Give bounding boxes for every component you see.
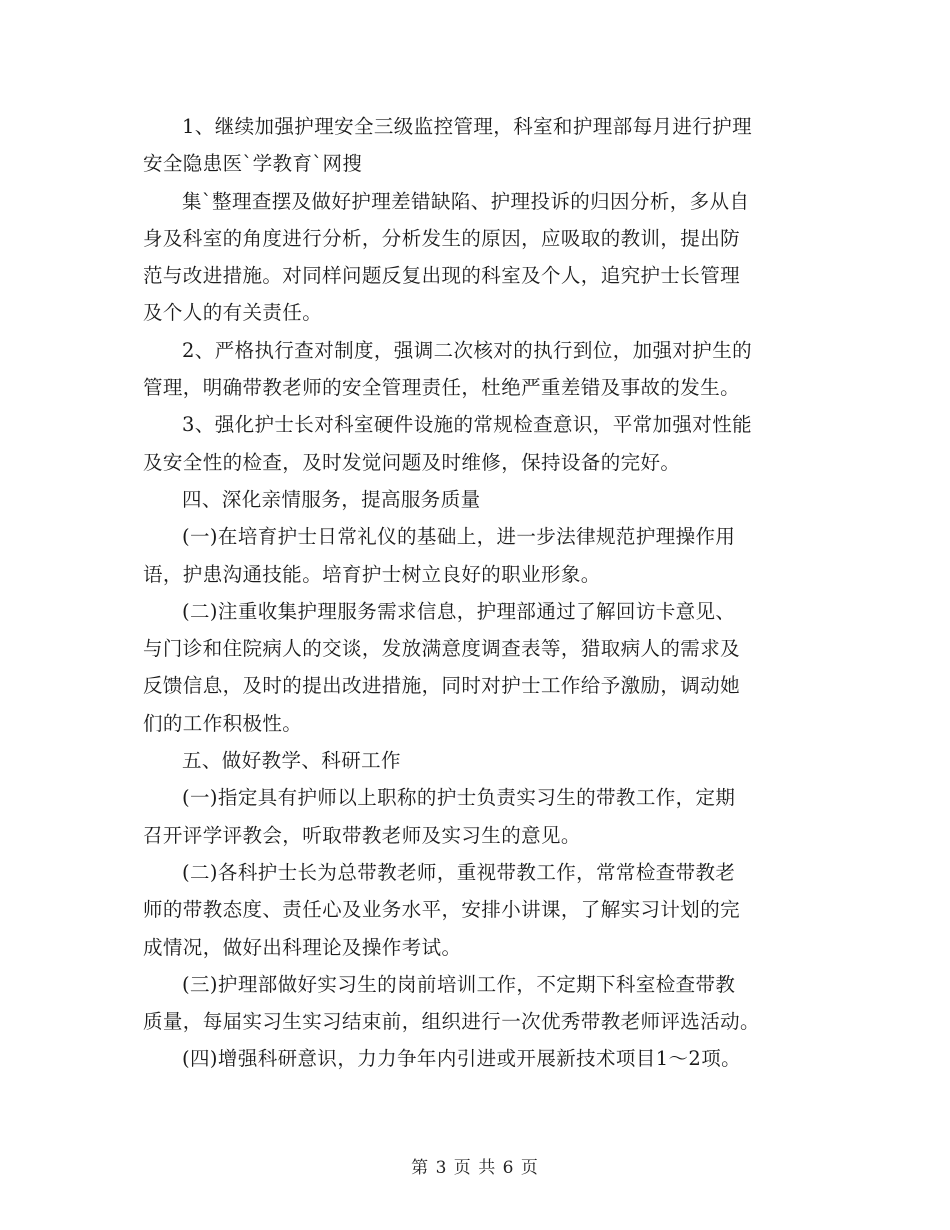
document-body (143, 108, 808, 1078)
text-line: 师的带教态度、责任心及业务水平，安排小讲课，了解实习计划的完 (143, 898, 741, 922)
text-line: (一)指定具有护师以上职称的护士负责实习生的带教工作，定期 (182, 786, 736, 810)
text-line: 身及科室的角度进行分析，分析发生的原因，应吸取的教训，提出防 (143, 226, 741, 250)
paragraph (143, 742, 808, 779)
text-line: 四、深化亲情服务，提高服务质量 (182, 487, 481, 511)
text-line: 召开评学评教会，听取带教老师及实习生的意见。 (143, 823, 581, 847)
paragraph (143, 481, 808, 518)
text-line: 们的工作积极性。 (143, 711, 303, 735)
text-line: 及个人的有关责任。 (143, 301, 323, 325)
text-line: (二)注重收集护理服务需求信息，护理部通过了解回访卡意见、 (182, 599, 736, 623)
text-line: 五、做好教学、科研工作 (182, 749, 401, 773)
paragraph (143, 332, 808, 407)
text-line: (二)各科护士长为总带教老师，重视带教工作，常常检查带教老 (182, 860, 736, 884)
text-line: 安全隐患医`学教育`网搜 (143, 152, 363, 176)
text-line: 3、强化护士长对科室硬件设施的常规检查意识，平常加强对性能 (182, 413, 753, 437)
paragraph (143, 593, 808, 742)
paragraph (143, 518, 808, 593)
text-line: (一)在培育护士日常礼仪的基础上，进一步法律规范护理操作用 (182, 525, 736, 549)
page-footer (0, 1153, 950, 1178)
paragraph (143, 1040, 808, 1077)
text-line: (三)护理部做好实习生的岗前培训工作，不定期下科室检查带教 (182, 972, 736, 996)
paragraph (143, 779, 808, 854)
text-line: 与门诊和住院病人的交谈，发放满意度调查表等，猎取病人的需求及 (143, 637, 741, 661)
text-line: 2、严格执行查对制度，强调二次核对的执行到位，加强对护生的 (182, 338, 753, 362)
paragraph (143, 108, 808, 183)
text-line: 反馈信息，及时的提出改进措施，同时对护士工作给予激励，调动她 (143, 674, 741, 698)
text-line: 管理，明确带教老师的安全管理责任，杜绝严重差错及事故的发生。 (143, 376, 741, 400)
text-line: 成情况，做好出科理论及操作考试。 (143, 935, 462, 959)
text-line: 1、继续加强护理安全三级监控管理，科室和护理部每月进行护理 (182, 115, 753, 138)
text-line: 语，护患沟通技能。培育护士树立良好的职业形象。 (143, 562, 601, 586)
text-line: 及安全性的检查，及时发觉问题及时维修，保持设备的完好。 (143, 450, 681, 474)
paragraph (143, 854, 808, 966)
text-line: (四)增强科研意识，力力争年内引进或开展新技术项目1～2项。 (182, 1047, 742, 1071)
text-line: 范与改进措施。对同样问题反复出现的科室及个人，追究护士长管理 (143, 264, 741, 288)
paragraph (143, 183, 808, 332)
text-line: 集`整理查摆及做好护理差错缺陷、护理投诉的归因分析，多从自 (182, 189, 750, 213)
page-number-label: 第 3 页 共 6 页 (411, 1158, 539, 1178)
paragraph (143, 406, 808, 481)
text-line: 质量，每届实习生实习结束前，组织进行一次优秀带教老师评选活动。 (143, 1010, 760, 1034)
paragraph (143, 966, 808, 1041)
